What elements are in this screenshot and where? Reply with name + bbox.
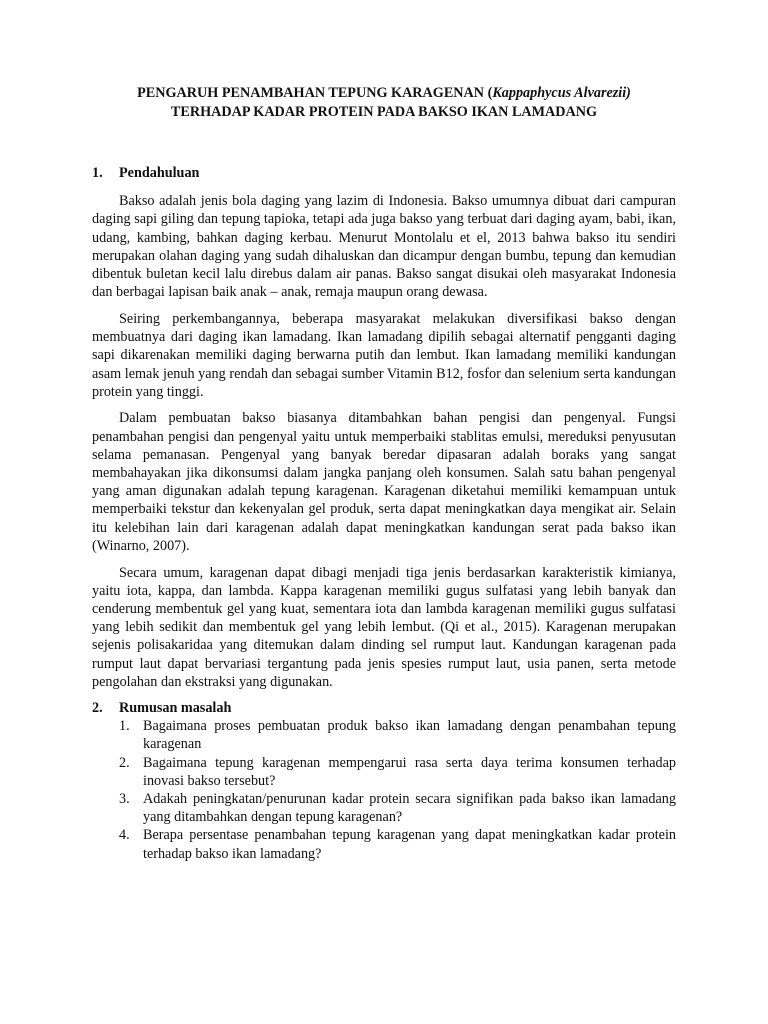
list-item-text: Adakah peningkatan/penurunan kadar protein secara signifikan pada bakso ikan lamadang yang ditambahkan dengan tepung karagenan? bbox=[143, 791, 676, 826]
paragraph-2: Seiring perkembangannya, beberapa masyarakat melakukan diversifikasi bakso dengan membuatnya dari daging ikan lamadang. Ikan lamadang dipilih sebagai alternatif pengganti daging sapi dikarenakan memiliki daging berwarna putih dan lembut. Ikan lamadang memiliki kandungan asam lemak jenuh yang rendah dan sebagai sumber Vitamin B12, fosfor dan selenium serta kandungan protein yang tinggi. bbox=[92, 310, 676, 400]
list-item-number: 2. bbox=[119, 754, 130, 771]
list-item-text: Berapa persentase penambahan tepung karagenan yang dapat meningkatkan kadar protein terhadap bakso ikan lamadang? bbox=[143, 827, 676, 862]
section-1-number: 1. bbox=[92, 165, 103, 181]
title-line-1 bbox=[92, 84, 676, 103]
section-2-number: 2. bbox=[92, 699, 103, 716]
list-item-number: 4. bbox=[119, 827, 130, 844]
list-item-number: 1. bbox=[119, 718, 130, 735]
list-item-text: Bagaimana proses pembuatan produk bakso ikan lamadang dengan penambahan tepung karagenan bbox=[143, 718, 676, 753]
section-1-heading bbox=[92, 164, 676, 182]
section-2-title: Rumusan masalah bbox=[119, 699, 232, 716]
research-questions-list bbox=[92, 717, 676, 863]
title-line-1-text: PENGARUH PENAMBAHAN TEPUNG KARAGENAN ( bbox=[137, 85, 493, 101]
list-item-text: Bagaimana tepung karagenan mempengarui rasa serta daya terima konsumen terhadap inovasi bakso tersebut? bbox=[143, 754, 676, 789]
list-item-number: 3. bbox=[119, 791, 130, 807]
list-item bbox=[92, 826, 676, 862]
document-title bbox=[92, 84, 676, 121]
section-1-title: Pendahuluan bbox=[119, 165, 200, 181]
title-species-name: Kappaphycus Alvarezii) bbox=[492, 85, 631, 101]
list-item bbox=[92, 717, 676, 753]
paragraph-4: Secara umum, karagenan dapat dibagi menjadi tiga jenis berdasarkan karakteristik kimianya, yaitu iota, kappa, dan lambda. Kappa karagenan memiliki gugus sulfatasi yang lebih banyak dan cenderung membentuk gel yang kuat, sementara iota dan lambda karagenan memiliki gugus sulfatasi yang lebih sedikit dan membentuk gel yang lebih lembut. (Qi et al., 2015). Karagenan merupakan sejenis polisakaridaa yang ditemukan dalam dinding sel rumput laut. Kandungan karagenan pada rumput laut dapat bervariasi tergantung pada jenis spesies rumput laut, usia panen, serta metode pengolahan dan ekstraksi yang digunakan. bbox=[92, 564, 676, 690]
section-2-heading bbox=[92, 699, 676, 717]
list-item bbox=[92, 790, 676, 826]
document-page bbox=[92, 84, 676, 863]
paragraph-3: Dalam pembuatan bakso biasanya ditambahkan bahan pengisi dan pengenyal. Fungsi penambahan pengisi dan pengenyal yaitu untuk memperbaiki stablitas emulsi, mereduksi penyusutan selama pemanasan. Pengenyal yang banyak beredar dipasaran adalah boraks yang sangat membahayakan jika dikonsumsi dalam jangka panjang oleh konsumen. Salah satu bahan pengenyal yang aman digunakan adalah tepung karagenan. Karagenan diketahui memiliki kemampuan untuk memperbaiki tekstur dan kekenyalan gel produk, serta dapat meningkatkan daya mengikat air. Selain itu kelebihan lain dari karagenan adalah dapat meningkatkan kandungan serat pada bakso ikan (Winarno, 2007). bbox=[92, 410, 676, 554]
paragraph-1: Bakso adalah jenis bola daging yang lazim di Indonesia. Bakso umumnya dibuat dari campuran daging sapi giling dan tepung tapioka, tetapi ada juga bakso yang terbuat dari daging ayam, babi, ikan, udang, kambing, bahkan daging kerbau. Menurut Montolalu et el, 2013 bahwa bakso itu sendiri merupakan olahan daging yang sudah dihaluskan dan dicampur dengan bumbu, tepung dan kemudian dibentuk buletan kecil lalu direbus dalam air panas. Bakso sangat disukai oleh masyarakat Indonesia dan berbagai lapisan baik anak – anak, remaja maupun orang dewasa. bbox=[92, 193, 676, 301]
list-item bbox=[92, 754, 676, 790]
title-line-2: TERHADAP KADAR PROTEIN PADA BAKSO IKAN LAMADANG bbox=[170, 103, 598, 120]
